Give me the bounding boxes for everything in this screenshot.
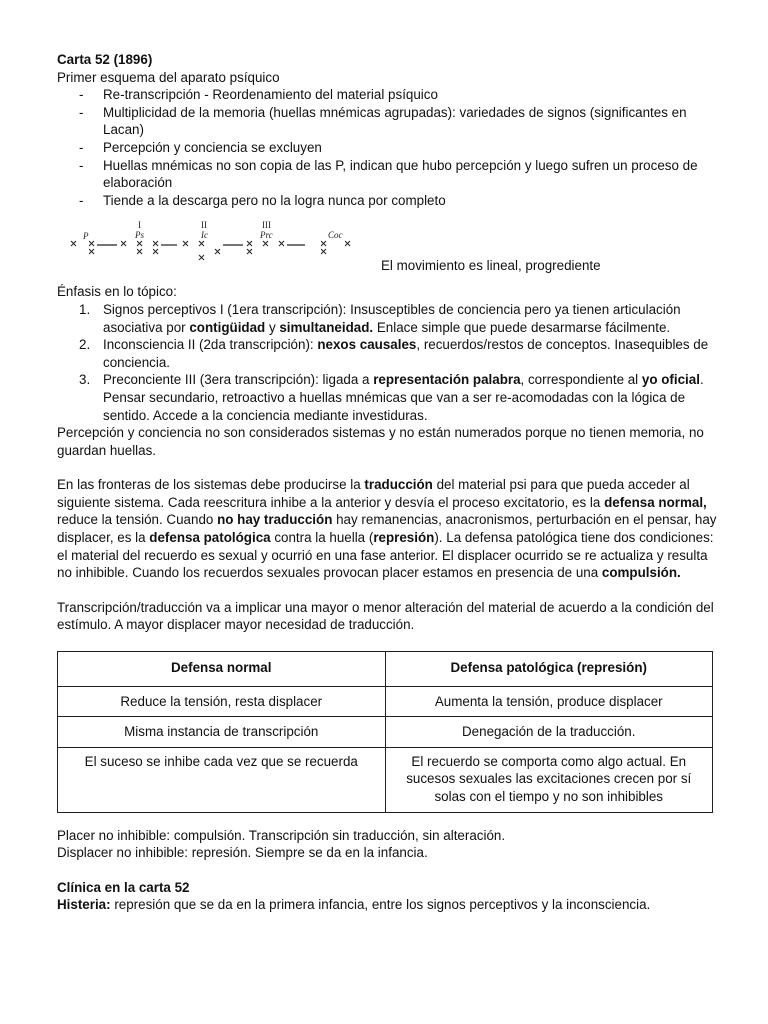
label-roman-1: I [138, 220, 141, 231]
topico-closing: Percepción y conciencia no son considerados sistemas y no están numerados porque no tienen memoria, no guardan huellas. [57, 425, 704, 458]
label-ic: Ic [201, 230, 208, 241]
text-span: y [265, 319, 280, 335]
list-number: 3. [79, 372, 91, 388]
text-span: represión que se da en la primera infancia, entre los signos perceptivos y la inconsciencia. [110, 897, 651, 913]
table-header-row [58, 652, 713, 687]
table-header: Defensa normal [58, 652, 386, 687]
label-prc: Prc [260, 230, 273, 241]
after-table-line: Placer no inhibible: compulsión. Transcripción sin traducción, sin alteración. [57, 827, 506, 843]
list-item [57, 301, 717, 336]
text-span: . Pensar secundario, retroactivo a huellas mnémicas que van a ser re-acomodadas con la lógica de sentido. Accede a la conciencia mediante investiduras. [103, 372, 704, 423]
bold-term: defensa normal, [604, 494, 707, 510]
transcripcion-paragraph: Transcripción/traducción va a implicar una mayor o menor alteración del material de acuerdo a la condición del estímulo. A mayor displacer mayor necesidad de traducción. [57, 599, 714, 633]
after-table-line: Displacer no inhibible: represión. Siempre se da en la infancia. [57, 845, 428, 861]
text-span: Signos perceptivos I (1era transcripción): Insusceptibles de conciencia pero ya tienen articulación asociativa por [103, 301, 681, 335]
text-span: Inconsciencia II (2da transcripción): [103, 337, 318, 353]
list-item [57, 371, 717, 424]
table-row [58, 686, 713, 717]
text-span: Enlace simple que puede desarmarse fácilmente. [373, 319, 671, 335]
bold-term: traducción [364, 477, 433, 493]
table-cell: Reduce la tensión, resta displacer [58, 686, 386, 717]
list-number: 1. [79, 301, 91, 317]
table-row [58, 747, 713, 812]
table-cell: El suceso se inhibe cada vez que se recuerda [58, 747, 386, 812]
diagram-caption: El movimiento es lineal, progrediente [381, 258, 601, 274]
list-item: - Multiplicidad de la memoria (huellas mnémicas agrupadas): variedades de signos (significantes en Lacan) [57, 104, 717, 139]
document-subtitle: Primer esquema del aparato psíquico [57, 69, 280, 85]
text-span: Preconciente III (3era transcripción): ligada a [103, 372, 374, 388]
bold-term: Histeria: [57, 897, 111, 913]
fronteras-paragraph [57, 476, 717, 582]
label-p: P [83, 231, 89, 242]
text-span: , recuerdos/restos de conceptos. Inasequibles de conciencia. [103, 337, 709, 370]
table-cell: Denegación de la traducción. [385, 717, 713, 748]
label-roman-3: III [262, 220, 271, 231]
document-title: Carta 52 (1896) [57, 52, 153, 67]
psychic-apparatus-diagram [57, 221, 717, 277]
list-number: 2. [79, 337, 91, 353]
list-item: - Percepción y conciencia se excluyen [57, 139, 717, 157]
document-page [57, 51, 717, 914]
list-item: - Re-transcripción - Reordenamiento del material psíquico [57, 86, 717, 104]
text-span: , correspondiente al [520, 372, 642, 388]
text-span: del material psi para que pueda acceder al siguiente sistema. Cada reescritura inhibe a la anterior y desvía el proceso excitatorio, es la [57, 477, 690, 510]
bold-term: yo oficial [641, 372, 700, 388]
diagram-marks [71, 241, 350, 260]
bold-term: represión [373, 530, 435, 546]
table-cell: Aumenta la tensión, produce displacer [385, 686, 713, 717]
text-span: En las fronteras de los sistemas debe producirse la [57, 477, 365, 493]
clinica-histeria [57, 896, 717, 914]
topico-heading: Énfasis en lo tópico: [57, 284, 177, 300]
bold-term: representación palabra [373, 372, 521, 388]
list-item: - Huellas mnémicas no son copia de las P, indican que hubo percepción y luego sufren un proceso de elaboración [57, 157, 717, 192]
diagram-figure [63, 219, 373, 275]
bold-term: compulsión. [601, 565, 681, 581]
list-item: - Tiende a la descarga pero no la logra nunca por completo [57, 192, 717, 210]
bold-term: simultaneidad. [279, 319, 374, 335]
label-ps: Ps [135, 230, 144, 241]
intro-list [57, 86, 717, 209]
clinica-heading: Clínica en la carta 52 [57, 879, 190, 895]
label-coc: Coc [328, 230, 343, 241]
topico-list [57, 301, 717, 424]
table-row [58, 717, 713, 748]
label-roman-2: II [201, 220, 207, 231]
table-cell: Misma instancia de transcripción [58, 717, 386, 748]
bold-term: contigüidad [189, 319, 266, 335]
text-span: reduce la tensión. Cuando [57, 512, 218, 528]
bold-term: nexos causales [317, 337, 417, 353]
bold-term: no hay traducción [217, 512, 333, 528]
bold-term: defensa patológica [149, 530, 271, 546]
text-span: contra la huella ( [270, 530, 374, 546]
text-span: ). La defensa patológica tiene dos condiciones: el material del recuerdo es sexual y ocurrió en una fase anterior. El displacer ocurrido se re actualiza y resulta no inhibible. Cuando los recuerdos sexuales provocan placer estamos en presencia de una [57, 530, 714, 581]
table-header: Defensa patológica (represión) [385, 652, 713, 687]
defense-comparison-table [57, 651, 713, 813]
text-span: hay remanencias, anacronismos, perturbación en el pensar, hay displacer, es la [57, 512, 717, 546]
table-cell: El recuerdo se comporta como algo actual. En sucesos sexuales las excitaciones crecen por sí solas con el tiempo y no son inhibibles [385, 747, 713, 812]
list-item [57, 336, 717, 371]
